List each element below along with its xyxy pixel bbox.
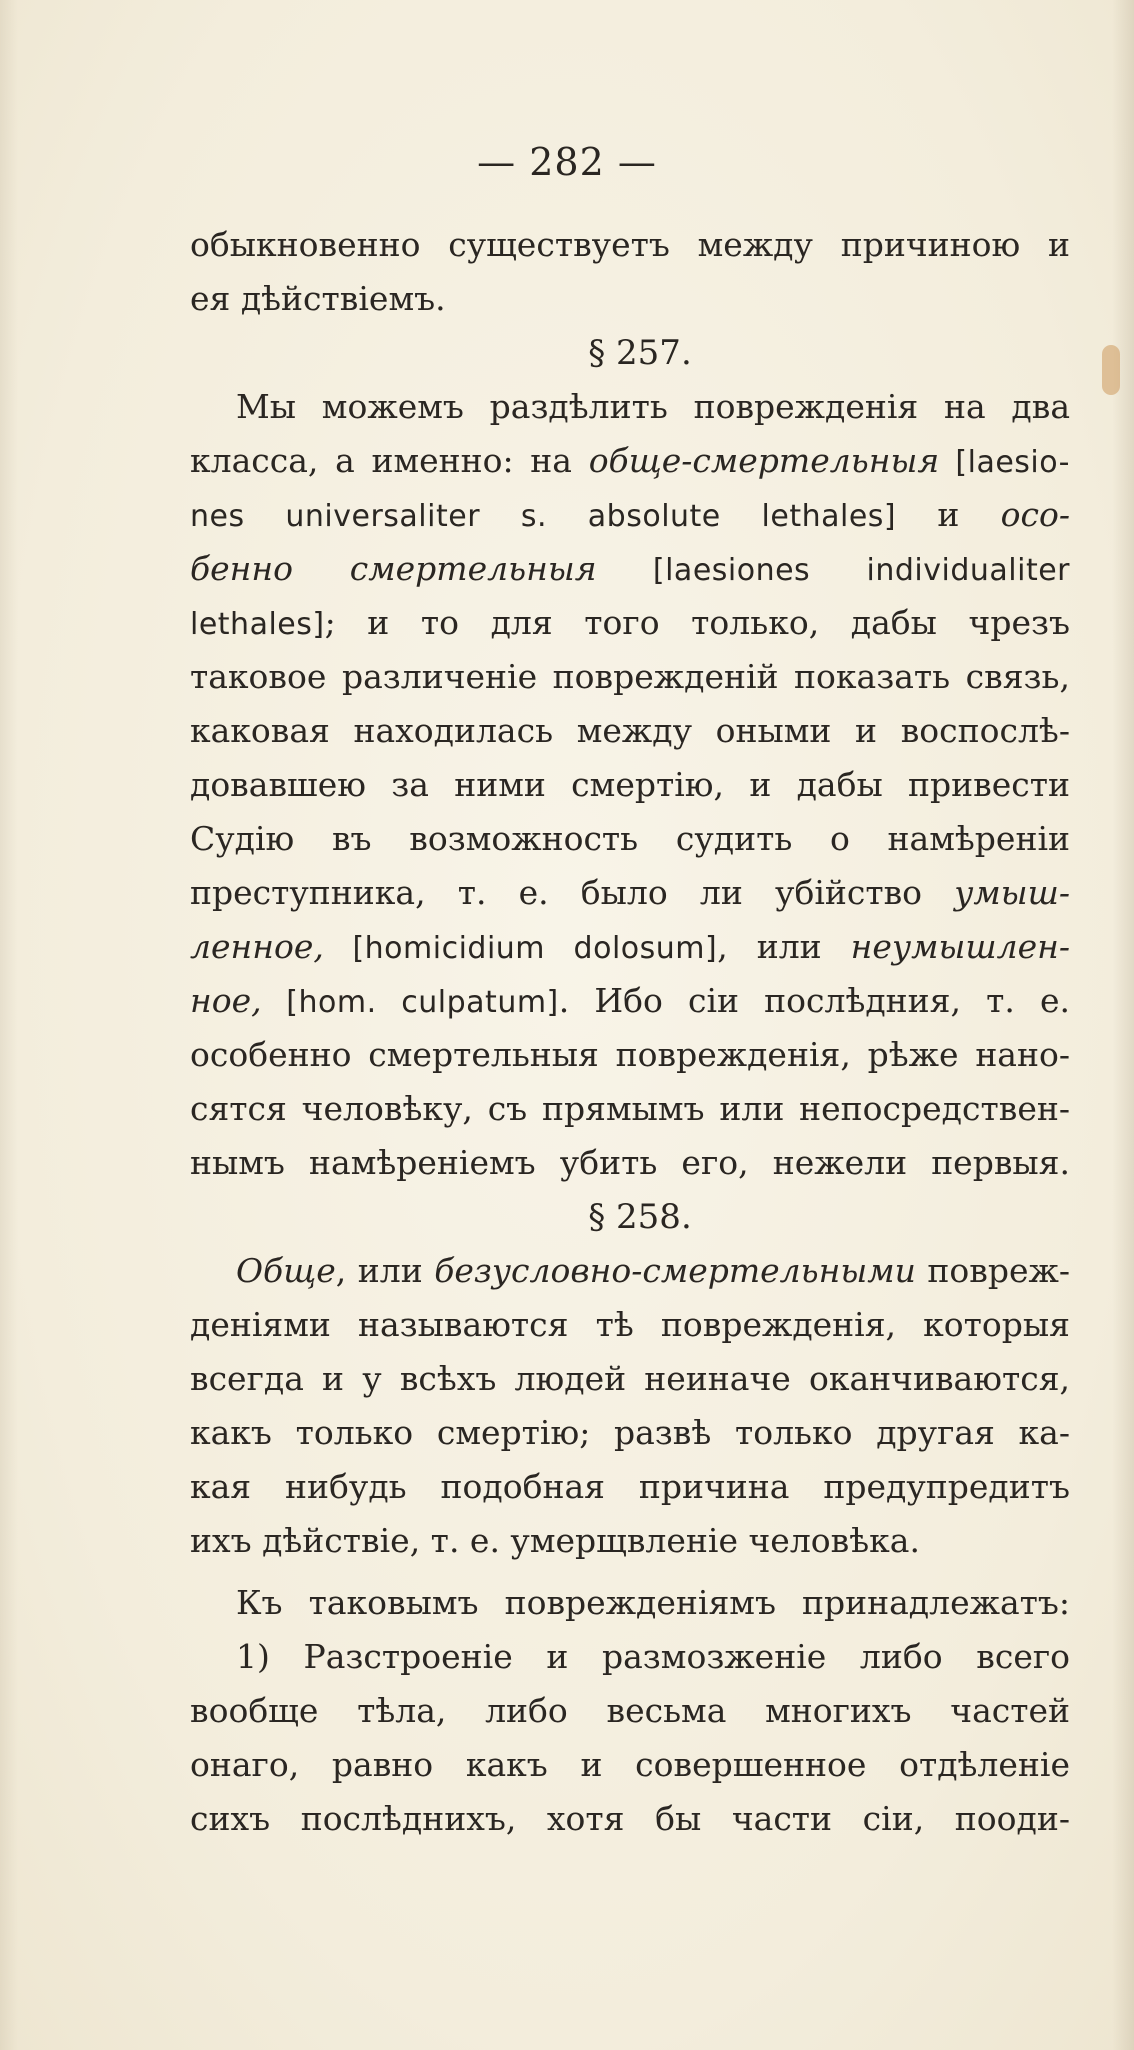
italic-term: ное,	[190, 981, 262, 1020]
text-line: деніями называются тѣ поврежденія, которыя	[190, 1305, 1070, 1344]
text-line: сятся человѣку, съ прямымъ или непосредствен-	[190, 1089, 1070, 1128]
text-line	[190, 434, 1070, 488]
text-run: всегда и у всѣхъ людей неина	[190, 1359, 750, 1398]
italic-term: безусловно-смертельными	[434, 1251, 916, 1290]
text-line: какъ только смертію; развѣ только другая ка-	[190, 1413, 1070, 1452]
text-line	[190, 596, 1070, 650]
page-number: — 282 —	[477, 140, 657, 184]
text-line: довавшею за ними смертію, и дабы привести	[190, 765, 1070, 804]
text-line	[190, 488, 1070, 542]
page-left-edge-shadow	[0, 0, 18, 2050]
text-run: , или	[717, 927, 851, 966]
text-run: . Ибо сіи послѣдния, т. е.	[558, 981, 1070, 1020]
paper-stain	[1102, 345, 1120, 395]
text-line: особенно смертельныя поврежденія, рѣже нано-	[190, 1035, 1070, 1074]
latin-term: [laesiones individualiter	[596, 553, 1070, 588]
text-line: каковая находилась между оными и воспослѣ-	[190, 711, 1070, 750]
text-run: ; и то для того только, дабы чрезъ	[324, 603, 1070, 642]
text-run: , или	[335, 1251, 435, 1290]
italic-term: бенно смертельныя	[190, 549, 597, 588]
text-line: ихъ дѣйствіе, т. е. умерщвленіе человѣка.	[190, 1521, 920, 1560]
latin-term: nes universaliter s. absolute lethales]	[190, 499, 897, 534]
text-line: нымъ намѣреніемъ убить его, нежели первыя.	[190, 1143, 1070, 1182]
text-run: повреж-	[915, 1251, 1070, 1290]
text-line: обыкновенно существуетъ между причиною и	[190, 225, 1070, 264]
text-run: класса, а именно: на	[190, 441, 589, 480]
text-line: Мы можемъ раздѣлить поврежденія на два	[236, 387, 1070, 426]
italic-term: Обще	[236, 1251, 336, 1290]
latin-term: [homicidium dolosum]	[323, 931, 718, 966]
text-line: онаго, равно какъ и совершенное отдѣленіе	[190, 1745, 1070, 1784]
text-run: и	[896, 495, 1001, 534]
italic-term: обще-смертельныя	[588, 441, 940, 480]
text-line	[190, 920, 1070, 974]
text-line: вообще тѣла, либо весьма многихъ частей	[190, 1691, 1070, 1730]
text-line	[190, 974, 1070, 1028]
text-line: Судію въ возможность судить о намѣреніи	[190, 819, 1070, 858]
text-line: кая нибудь подобная причина предупредитъ	[190, 1467, 1070, 1506]
text-line: сихъ послѣднихъ, хотя бы части сіи, пооди-	[190, 1799, 1070, 1838]
text-line	[190, 1352, 1070, 1406]
page-right-edge-shadow	[1112, 0, 1134, 2050]
text-line	[190, 1244, 1070, 1298]
text-run: преступника, т. е. было ли убійство	[190, 873, 955, 912]
section-heading-258: § 258.	[588, 1197, 692, 1237]
text-line: ея дѣйствіемъ.	[190, 279, 446, 318]
section-heading-257: § 257.	[588, 333, 692, 373]
latin-term: [hom. culpatum]	[261, 985, 559, 1020]
text-run: че оканчиваются,	[749, 1359, 1070, 1398]
latin-term: lethales]	[190, 607, 325, 642]
text-line	[190, 542, 1070, 596]
body-text	[190, 218, 1070, 1846]
italic-term: осо-	[1000, 495, 1070, 534]
text-line: 1) Разстроеніе и размозженіе либо всего	[236, 1637, 1070, 1676]
text-line	[190, 866, 1070, 920]
italic-term: умыш-	[954, 873, 1070, 912]
text-line: таковое различеніе поврежденій показать связь,	[190, 657, 1070, 696]
italic-term: неумышлен-	[850, 927, 1070, 966]
latin-term: [laesio-	[939, 445, 1070, 480]
italic-term: ленное,	[190, 927, 324, 966]
text-line: Къ таковымъ поврежденіямъ принадлежатъ:	[236, 1583, 1070, 1622]
